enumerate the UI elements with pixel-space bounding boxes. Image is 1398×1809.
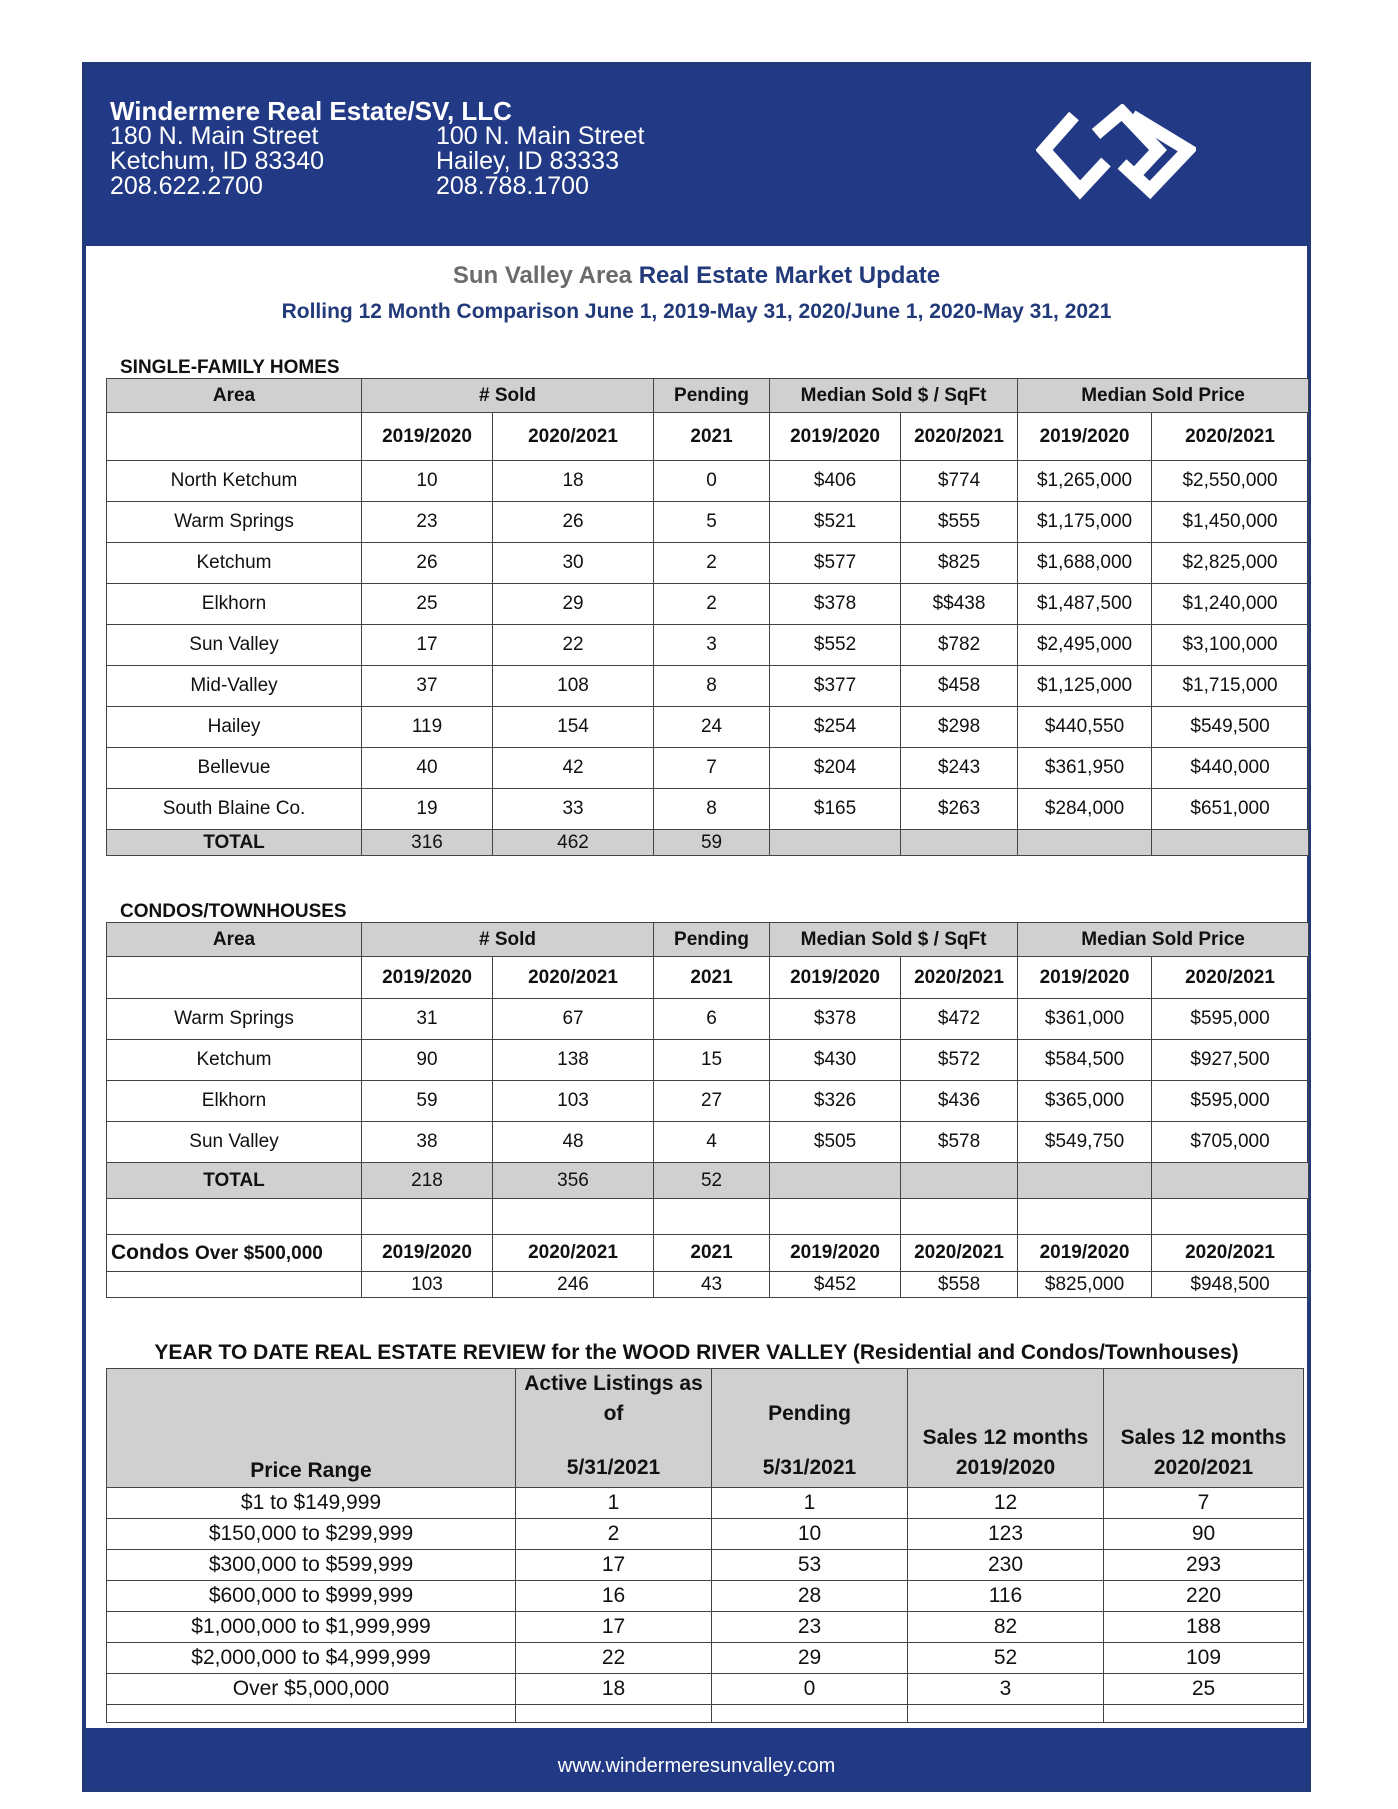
header-line: Active Listings as xyxy=(524,1372,703,1395)
row-label: Warm Springs xyxy=(107,999,362,1040)
table-cell: 30 xyxy=(493,543,654,584)
column-header: # Sold xyxy=(362,923,654,957)
table-cell: 5 xyxy=(654,502,770,543)
table-cell: 59 xyxy=(362,1081,493,1122)
table-cell: $572 xyxy=(901,1040,1018,1081)
subheader-cell xyxy=(107,957,362,999)
table-cell: $243 xyxy=(901,748,1018,789)
table-cell: 7 xyxy=(1104,1488,1304,1519)
table-cell: 116 xyxy=(908,1581,1104,1612)
subheader-cell: 2021 xyxy=(654,413,770,461)
website-link[interactable]: www.windermeresunvalley.com xyxy=(557,1755,836,1777)
column-header: Area xyxy=(107,379,362,413)
table-cell: $549,500 xyxy=(1152,707,1309,748)
total-cell xyxy=(1018,1163,1152,1199)
table-cell: 67 xyxy=(493,999,654,1040)
row-label: Ketchum xyxy=(107,1040,362,1081)
table-cell: $2,550,000 xyxy=(1152,461,1309,502)
table-cell: 33 xyxy=(493,789,654,830)
table-cell: 17 xyxy=(362,625,493,666)
table-row xyxy=(107,999,1309,1040)
table-cell: $948,500 xyxy=(1152,1272,1309,1298)
column-header: Price Range xyxy=(107,1369,516,1488)
table-row xyxy=(107,1040,1309,1081)
total-cell xyxy=(770,1163,901,1199)
table-cell: 246 xyxy=(493,1272,654,1298)
table-cell: $326 xyxy=(770,1081,901,1122)
address-line: 100 N. Main Street xyxy=(436,122,645,150)
total-cell: 356 xyxy=(493,1163,654,1199)
row-label: North Ketchum xyxy=(107,461,362,502)
table-cell: $505 xyxy=(770,1122,901,1163)
total-cell xyxy=(901,1163,1018,1199)
table-cell: $552 xyxy=(770,625,901,666)
table-cell: 37 xyxy=(362,666,493,707)
table-cell: $452 xyxy=(770,1272,901,1298)
table-cell: $3,100,000 xyxy=(1152,625,1309,666)
table-cell: $1,125,000 xyxy=(1018,666,1152,707)
row-label: $2,000,000 to $4,999,999 xyxy=(107,1643,516,1674)
table-cell: $458 xyxy=(901,666,1018,707)
total-cell: 316 xyxy=(362,830,493,856)
table-cell: $705,000 xyxy=(1152,1122,1309,1163)
table-cell: 40 xyxy=(362,748,493,789)
table-cell: 2 xyxy=(654,584,770,625)
table-cell: 82 xyxy=(908,1612,1104,1643)
table-row xyxy=(107,1674,1304,1705)
page-frame xyxy=(82,62,1311,1792)
table-cell: 1 xyxy=(516,1488,712,1519)
total-cell: 462 xyxy=(493,830,654,856)
column-header xyxy=(908,1369,1104,1488)
table-cell: 90 xyxy=(1104,1519,1304,1550)
table-cell: 0 xyxy=(654,461,770,502)
table-cell: 31 xyxy=(362,999,493,1040)
condos-over-label-b: Over $500,000 xyxy=(195,1243,323,1264)
ytd-header-row xyxy=(107,1369,1304,1488)
table-cell: 8 xyxy=(654,789,770,830)
row-label: Elkhorn xyxy=(107,584,362,625)
subheader-cell: 2019/2020 xyxy=(362,1235,493,1272)
column-header: Median Sold $ / SqFt xyxy=(770,379,1018,413)
table-cell: 0 xyxy=(712,1674,908,1705)
table-cell: $577 xyxy=(770,543,901,584)
column-header: Median Sold Price xyxy=(1018,923,1309,957)
table-cell: $284,000 xyxy=(1018,789,1152,830)
table-row xyxy=(107,1519,1304,1550)
table-cell: $440,550 xyxy=(1018,707,1152,748)
table-cell: $651,000 xyxy=(1152,789,1309,830)
table-cell: 6 xyxy=(654,999,770,1040)
total-label: TOTAL xyxy=(107,830,362,856)
table-cell: 25 xyxy=(362,584,493,625)
table-header-row xyxy=(107,923,1309,957)
table-cell: $378 xyxy=(770,999,901,1040)
subheader-cell: 2021 xyxy=(654,1235,770,1272)
phone-number: 208.788.1700 xyxy=(436,172,589,200)
table-cell: 43 xyxy=(654,1272,770,1298)
condos-over-header-row xyxy=(107,1235,1309,1272)
table-cell: $584,500 xyxy=(1018,1040,1152,1081)
table-cell: $1,175,000 xyxy=(1018,502,1152,543)
row-label: Ketchum xyxy=(107,543,362,584)
table-cell: $472 xyxy=(901,999,1018,1040)
column-header: Pending xyxy=(654,379,770,413)
table-cell: 29 xyxy=(712,1643,908,1674)
table-cell: 103 xyxy=(362,1272,493,1298)
table-cell: $263 xyxy=(901,789,1018,830)
footer-bar xyxy=(86,1728,1307,1788)
table-cell: 154 xyxy=(493,707,654,748)
table-cell: 138 xyxy=(493,1040,654,1081)
windermere-logo-icon xyxy=(1036,104,1196,204)
condos-body xyxy=(107,999,1309,1163)
subheader-cell: 2019/2020 xyxy=(770,957,901,999)
subheader-cell xyxy=(107,413,362,461)
table-cell: 220 xyxy=(1104,1581,1304,1612)
column-header xyxy=(1104,1369,1304,1488)
table-row xyxy=(107,1550,1304,1581)
table-cell: 28 xyxy=(712,1581,908,1612)
table-cell: 103 xyxy=(493,1081,654,1122)
table-row xyxy=(107,1122,1309,1163)
table-cell: $365,000 xyxy=(1018,1081,1152,1122)
table-cell: $1,240,000 xyxy=(1152,584,1309,625)
table-cell: $1,265,000 xyxy=(1018,461,1152,502)
header-line: Sales 12 months xyxy=(1120,1426,1287,1449)
table-cell: 16 xyxy=(516,1581,712,1612)
table-cell: 109 xyxy=(1104,1643,1304,1674)
table-cell: $549,750 xyxy=(1018,1122,1152,1163)
row-label: Mid-Valley xyxy=(107,666,362,707)
condos-over-label xyxy=(107,1235,362,1272)
table-cell: 188 xyxy=(1104,1612,1304,1643)
column-header: Median Sold Price xyxy=(1018,379,1309,413)
table-cell: 22 xyxy=(516,1643,712,1674)
table-cell: $521 xyxy=(770,502,901,543)
table-cell: $440,000 xyxy=(1152,748,1309,789)
table-cell: $825,000 xyxy=(1018,1272,1152,1298)
table-cell: $927,500 xyxy=(1152,1040,1309,1081)
subheader-cell: 2019/2020 xyxy=(1018,413,1152,461)
column-header: # Sold xyxy=(362,379,654,413)
column-header: Pending xyxy=(654,923,770,957)
header-line: Pending xyxy=(768,1402,851,1425)
row-label: $300,000 to $599,999 xyxy=(107,1550,516,1581)
address-line: Ketchum, ID 83340 xyxy=(110,147,325,175)
table-cell: $2,825,000 xyxy=(1152,543,1309,584)
subheader-cell: 2020/2021 xyxy=(493,1235,654,1272)
table-cell: 119 xyxy=(362,707,493,748)
single-family-table xyxy=(106,378,1309,856)
row-label: $150,000 to $299,999 xyxy=(107,1519,516,1550)
report-subtitle: Rolling 12 Month Comparison June 1, 2019-May 31, 2020/June 1, 2020-May 31, 2021 xyxy=(281,300,1112,323)
ytd-title: YEAR TO DATE REAL ESTATE REVIEW for the WOOD RIVER VALLEY (Residential and Condos/Townhouses) xyxy=(154,1341,1239,1364)
subheader-cell: 2021 xyxy=(654,957,770,999)
title-main: Real Estate Market Update xyxy=(638,262,941,289)
table-cell: $1,688,000 xyxy=(1018,543,1152,584)
subheader-cell: 2019/2020 xyxy=(362,413,493,461)
table-cell: $436 xyxy=(901,1081,1018,1122)
table-row xyxy=(107,625,1309,666)
subheader-cell: 2019/2020 xyxy=(1018,1235,1152,1272)
table-cell: 29 xyxy=(493,584,654,625)
table-cell: $782 xyxy=(901,625,1018,666)
table-cell: 7 xyxy=(654,748,770,789)
table-cell: 90 xyxy=(362,1040,493,1081)
table-cell: 22 xyxy=(493,625,654,666)
row-label: Elkhorn xyxy=(107,1081,362,1122)
single-family-label: SINGLE-FAMILY HOMES xyxy=(120,357,340,378)
table-cell: 10 xyxy=(362,461,493,502)
table-cell: 19 xyxy=(362,789,493,830)
table-cell: 38 xyxy=(362,1122,493,1163)
table-cell: 17 xyxy=(516,1612,712,1643)
table-cell: $204 xyxy=(770,748,901,789)
subheader-cell: 2020/2021 xyxy=(1152,1235,1309,1272)
table-cell: $555 xyxy=(901,502,1018,543)
total-cell xyxy=(1152,830,1309,856)
table-cell: 8 xyxy=(654,666,770,707)
table-cell: $$438 xyxy=(901,584,1018,625)
subheader-cell: 2020/2021 xyxy=(901,413,1018,461)
hailey-office-address xyxy=(436,124,644,199)
subheader-cell: 2020/2021 xyxy=(493,413,654,461)
condos-label: CONDOS/TOWNHOUSES xyxy=(120,901,347,922)
table-cell: 18 xyxy=(516,1674,712,1705)
subheader-cell: 2019/2020 xyxy=(1018,957,1152,999)
total-cell: 52 xyxy=(654,1163,770,1199)
table-cell: 53 xyxy=(712,1550,908,1581)
table-cell: $825 xyxy=(901,543,1018,584)
table-row xyxy=(107,1581,1304,1612)
header-line: Sales 12 months xyxy=(922,1426,1089,1449)
table-cell: 15 xyxy=(654,1040,770,1081)
table-cell: 26 xyxy=(493,502,654,543)
table-cell: 48 xyxy=(493,1122,654,1163)
row-label: Warm Springs xyxy=(107,502,362,543)
total-cell: 218 xyxy=(362,1163,493,1199)
table-header-row xyxy=(107,379,1309,413)
table-cell: 25 xyxy=(1104,1674,1304,1705)
table-cell: $430 xyxy=(770,1040,901,1081)
table-row xyxy=(107,1612,1304,1643)
subheader-cell: 2019/2020 xyxy=(770,1235,901,1272)
row-label: Bellevue xyxy=(107,748,362,789)
table-cell: 1 xyxy=(712,1488,908,1519)
table-cell: 293 xyxy=(1104,1550,1304,1581)
subheader-cell: 2020/2021 xyxy=(1152,957,1309,999)
table-row xyxy=(107,502,1309,543)
table-row xyxy=(107,1488,1304,1519)
row-label: Hailey xyxy=(107,707,362,748)
table-cell: 4 xyxy=(654,1122,770,1163)
header-line: of xyxy=(603,1402,624,1425)
table-cell: 24 xyxy=(654,707,770,748)
row-label: Over $5,000,000 xyxy=(107,1674,516,1705)
table-cell: $578 xyxy=(901,1122,1018,1163)
header-line: 2019/2020 xyxy=(955,1456,1056,1479)
table-cell: 12 xyxy=(908,1488,1104,1519)
table-cell: $1,715,000 xyxy=(1152,666,1309,707)
table-cell: $298 xyxy=(901,707,1018,748)
letterhead xyxy=(86,66,1307,246)
table-row xyxy=(107,461,1309,502)
table-row xyxy=(107,707,1309,748)
row-label: $600,000 to $999,999 xyxy=(107,1581,516,1612)
table-cell: 18 xyxy=(493,461,654,502)
table-cell: 2 xyxy=(654,543,770,584)
subheader-cell: 2020/2021 xyxy=(493,957,654,999)
table-cell: 42 xyxy=(493,748,654,789)
header-line: 5/31/2021 xyxy=(762,1456,857,1479)
column-header: Median Sold $ / SqFt xyxy=(770,923,1018,957)
table-cell: 2 xyxy=(516,1519,712,1550)
table-cell: $595,000 xyxy=(1152,999,1309,1040)
table-cell: $377 xyxy=(770,666,901,707)
single-family-body xyxy=(107,461,1309,830)
total-cell: 59 xyxy=(654,830,770,856)
total-row xyxy=(107,1163,1309,1199)
table-cell: 10 xyxy=(712,1519,908,1550)
column-header: Area xyxy=(107,923,362,957)
report-title xyxy=(86,262,1307,290)
table-cell: $361,950 xyxy=(1018,748,1152,789)
table-cell: 27 xyxy=(654,1081,770,1122)
address-line: Hailey, ID 83333 xyxy=(436,147,619,175)
column-header xyxy=(712,1369,908,1488)
row-label: South Blaine Co. xyxy=(107,789,362,830)
condos-over-values-row xyxy=(107,1272,1309,1298)
condos-over-label-a: Condos xyxy=(111,1241,190,1264)
column-header xyxy=(516,1369,712,1488)
table-row xyxy=(107,748,1309,789)
spacer-row xyxy=(107,1705,1304,1723)
subheader-cell: 2020/2021 xyxy=(901,1235,1018,1272)
table-subheader-row xyxy=(107,957,1309,999)
subheader-cell: 2020/2021 xyxy=(901,957,1018,999)
total-cell xyxy=(901,830,1018,856)
table-cell: $774 xyxy=(901,461,1018,502)
ytd-body xyxy=(107,1488,1304,1705)
table-row xyxy=(107,584,1309,625)
subheader-cell: 2020/2021 xyxy=(1152,413,1309,461)
row-label: Sun Valley xyxy=(107,625,362,666)
phone-number: 208.622.2700 xyxy=(110,172,263,200)
table-cell: $558 xyxy=(901,1272,1018,1298)
ketchum-office-address xyxy=(110,124,324,199)
header-line: 2020/2021 xyxy=(1153,1456,1254,1479)
table-row xyxy=(107,789,1309,830)
table-cell: 23 xyxy=(362,502,493,543)
table-row xyxy=(107,1643,1304,1674)
table-row xyxy=(107,543,1309,584)
table-cell: $361,000 xyxy=(1018,999,1152,1040)
table-cell: 52 xyxy=(908,1643,1104,1674)
table-cell: 3 xyxy=(654,625,770,666)
spacer-row xyxy=(107,1199,1309,1235)
header-line: 5/31/2021 xyxy=(566,1456,661,1479)
title-area: Sun Valley Area xyxy=(452,262,633,289)
condos-table xyxy=(106,922,1309,1298)
table-cell: 17 xyxy=(516,1550,712,1581)
table-cell: 3 xyxy=(908,1674,1104,1705)
row-label: Sun Valley xyxy=(107,1122,362,1163)
address-line: 180 N. Main Street xyxy=(110,122,319,150)
ytd-table xyxy=(106,1368,1304,1723)
table-cell: 230 xyxy=(908,1550,1104,1581)
total-label: TOTAL xyxy=(107,1163,362,1199)
table-cell: $1,450,000 xyxy=(1152,502,1309,543)
subheader-cell: 2019/2020 xyxy=(362,957,493,999)
table-subheader-row xyxy=(107,413,1309,461)
total-row xyxy=(107,830,1309,856)
table-cell: 123 xyxy=(908,1519,1104,1550)
row-label: $1,000,000 to $1,999,999 xyxy=(107,1612,516,1643)
table-cell: 108 xyxy=(493,666,654,707)
row-label: $1 to $149,999 xyxy=(107,1488,516,1519)
table-row xyxy=(107,666,1309,707)
report-titles xyxy=(86,262,1307,324)
company-name: Windermere Real Estate/SV, LLC xyxy=(110,96,512,126)
table-row xyxy=(107,1081,1309,1122)
table-cell: $2,495,000 xyxy=(1018,625,1152,666)
subheader-cell: 2019/2020 xyxy=(770,413,901,461)
total-cell xyxy=(1152,1163,1309,1199)
table-cell: 23 xyxy=(712,1612,908,1643)
table-cell: $595,000 xyxy=(1152,1081,1309,1122)
total-cell xyxy=(1018,830,1152,856)
table-cell: $1,487,500 xyxy=(1018,584,1152,625)
table-cell: $406 xyxy=(770,461,901,502)
table-cell: $378 xyxy=(770,584,901,625)
total-cell xyxy=(770,830,901,856)
table-cell: 26 xyxy=(362,543,493,584)
table-cell: $165 xyxy=(770,789,901,830)
table-cell: $254 xyxy=(770,707,901,748)
